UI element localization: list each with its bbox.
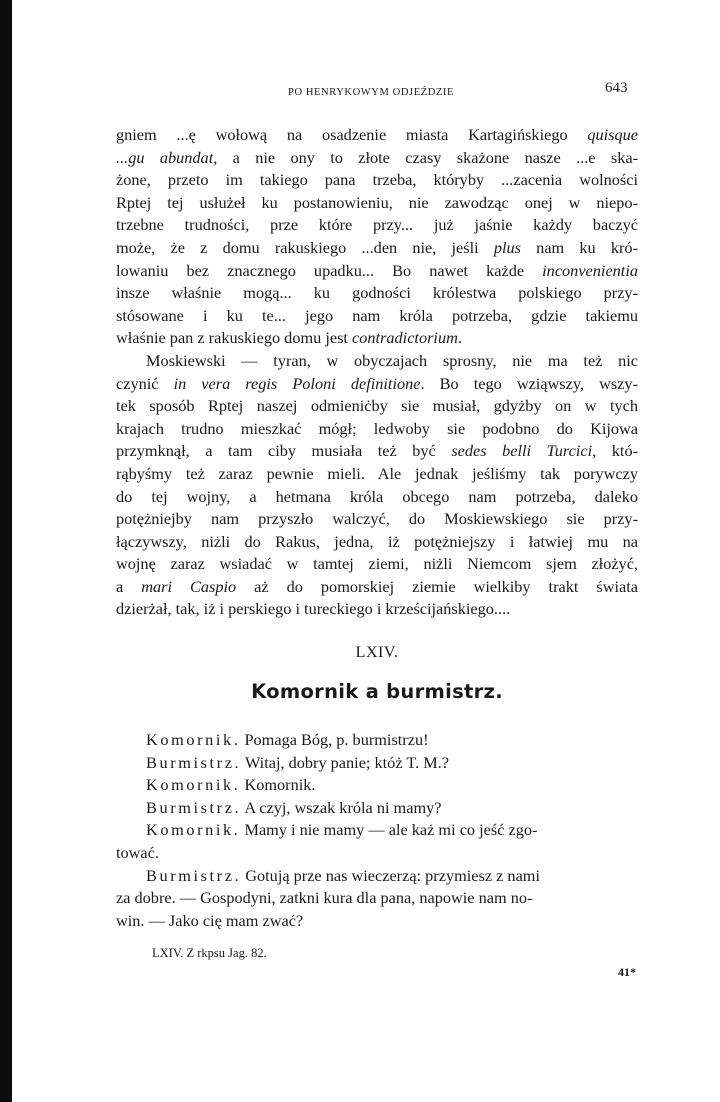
text-line [116, 463, 638, 486]
speaker-name: Burmistrz. [146, 797, 242, 817]
text-line [116, 395, 638, 418]
latin-phrase: in vera regis Poloni definitione [173, 373, 421, 393]
text-segment: żone, przeto im takiego pana trzeba, któryby ...zacenia wolności [116, 170, 638, 190]
latin-phrase: quisque [587, 125, 638, 144]
dialogue-text: Mamy i nie mamy — ale każ mi co jeść zgo- [240, 820, 538, 840]
text-segment: lowaniu bez znacznego upadku... Bo nawet każde [116, 260, 543, 280]
text-line [116, 508, 638, 531]
dialogue-line [116, 910, 638, 933]
dialogue-text: Witaj, dobry panie; któż T. M.? [241, 752, 449, 772]
dialogue-line [116, 797, 638, 820]
text-segment: insze właśnie mogą... ku godności królestwa polskiego przy- [116, 283, 638, 303]
speaker-name: Komornik. [146, 730, 241, 749]
text-segment: właśnie pan z rakuskiego domu jest [116, 328, 353, 348]
dialogue-text: za dobre. — Gospodyni, zatkni kura dla pana, napowie nam no- [116, 888, 533, 908]
speaker-name: Komornik. [146, 775, 241, 795]
dialogue-line [116, 774, 638, 797]
text-line [116, 327, 638, 350]
running-title: PO HENRYKOWYM ODJEŹDZIE [288, 87, 455, 98]
text-segment: krajach trudno mieszkać mógł; ledwoby sie podobno do Kijowa [116, 418, 638, 438]
dialogue-text: tować. [116, 842, 159, 862]
dialogue-text: Komornik. [240, 775, 316, 795]
text-segment: . [457, 328, 462, 348]
latin-phrase: plus [493, 237, 521, 257]
text-segment: czynić [116, 373, 174, 393]
text-segment: stósowane i ku te... jego nam króla potrzeba, gdzie takiemu [116, 305, 638, 325]
speaker-name: Burmistrz. [146, 752, 242, 772]
text-line [116, 282, 638, 305]
dialogue-line [116, 887, 638, 910]
text-line [116, 531, 638, 554]
latin-phrase: contradictorium [352, 328, 458, 348]
body-text [116, 124, 638, 621]
text-line [116, 486, 638, 509]
footnote: LXIV. Z rkpsu Jag. 82. [152, 946, 267, 960]
text-segment: do tej wojny, a hetmana króla obcego nam potrzeba, daleko [116, 486, 638, 506]
dialogue [116, 729, 638, 932]
text-line [116, 192, 638, 215]
text-line [116, 440, 638, 463]
text-segment: Moskiewski — tyran, w obyczajach sprosny, nie ma też nic [146, 350, 638, 370]
dialogue-line [116, 865, 638, 888]
dialogue-line [116, 752, 638, 775]
text-line [116, 305, 638, 328]
latin-phrase: sedes belli Turcici [451, 441, 593, 461]
dialogue-text: win. — Jako cię mam zwać? [116, 910, 304, 930]
dialogue-line [116, 729, 638, 752]
text-line [116, 553, 638, 576]
signature-mark: 41* [618, 965, 636, 979]
text-segment: gniem ...ę wołową na osadzenie miasta Kartagińskiego [116, 125, 588, 144]
text-segment: może, że z domu rakuskiego ...den nie, jeśli [116, 237, 494, 257]
text-segment: potężniejby nam przyszło walczyć, do Moskiewskiego sie przy- [116, 509, 638, 529]
text-line [116, 418, 638, 441]
text-line [116, 214, 638, 237]
text-line [116, 147, 638, 170]
text-line [116, 350, 638, 373]
text-segment: , któ- [592, 441, 638, 461]
scan-edge-shadow [0, 0, 12, 1102]
dialogue-line [116, 819, 638, 842]
section-title: Komornik a burmistrz. [251, 680, 503, 703]
dialogue-line [116, 842, 638, 865]
text-segment: łączywszy, niżli do Rakus, jedna, iż potężniejszy i łatwiej mu na [116, 531, 638, 551]
text-line [116, 237, 638, 260]
text-segment: . Bo tego wziąwszy, wszy- [420, 373, 638, 393]
text-segment: tek sposób Rptej naszej odmieniċby sie musiał, gdyżby on w tych [116, 396, 638, 416]
text-line [116, 373, 638, 396]
latin-phrase: inconvenientia [542, 260, 638, 280]
text-line [116, 124, 638, 147]
section-number: LXIV. [355, 644, 399, 661]
text-line [116, 169, 638, 192]
speaker-name: Komornik. [146, 820, 241, 840]
text-segment: aż do pomorskiej ziemie wielkiby trakt świata [236, 576, 638, 596]
text-segment: dzierżał, tak, iż i perskiego i tureckiego i krześcijańskiego.... [116, 599, 511, 619]
dialogue-text: A czyj, wszak króla ni mamy? [241, 797, 442, 817]
dialogue-text: Gotują prze nas wieczerzą: przymiesz z nami [241, 865, 540, 885]
text-segment: Rptej tej usłużeł ku postanowieniu, nie zawodząc onej w niepo- [116, 192, 638, 212]
text-line [116, 576, 638, 599]
text-line [116, 260, 638, 283]
text-segment: a nie ony to złote czasy skażone nasze ...e ska- [217, 147, 638, 167]
latin-phrase: mari Caspio [141, 576, 237, 596]
text-segment: a [116, 576, 142, 596]
text-line [116, 598, 638, 621]
text-segment: nam ku kró- [521, 237, 638, 257]
dialogue-text: Pomaga Bóg, p. burmistrzu! [240, 730, 429, 749]
latin-phrase: ...gu abundat, [116, 147, 218, 167]
speaker-name: Burmistrz. [146, 865, 242, 885]
page-number: 643 [605, 80, 628, 96]
text-segment: przymknął, a tam ciby musiała też być [116, 441, 452, 461]
text-segment: wojnę zaraz wsiadać w tamtej ziemi, niżli Niemcom sjem złożyć, [116, 554, 638, 574]
text-segment: trzebne trudności, prze które przy... już jaśnie każdy baczyć [116, 215, 638, 235]
text-segment: rąbyśmy też zaraz pewnie mieli. Ale jednak jeśliśmy tak porywczy [116, 463, 638, 483]
